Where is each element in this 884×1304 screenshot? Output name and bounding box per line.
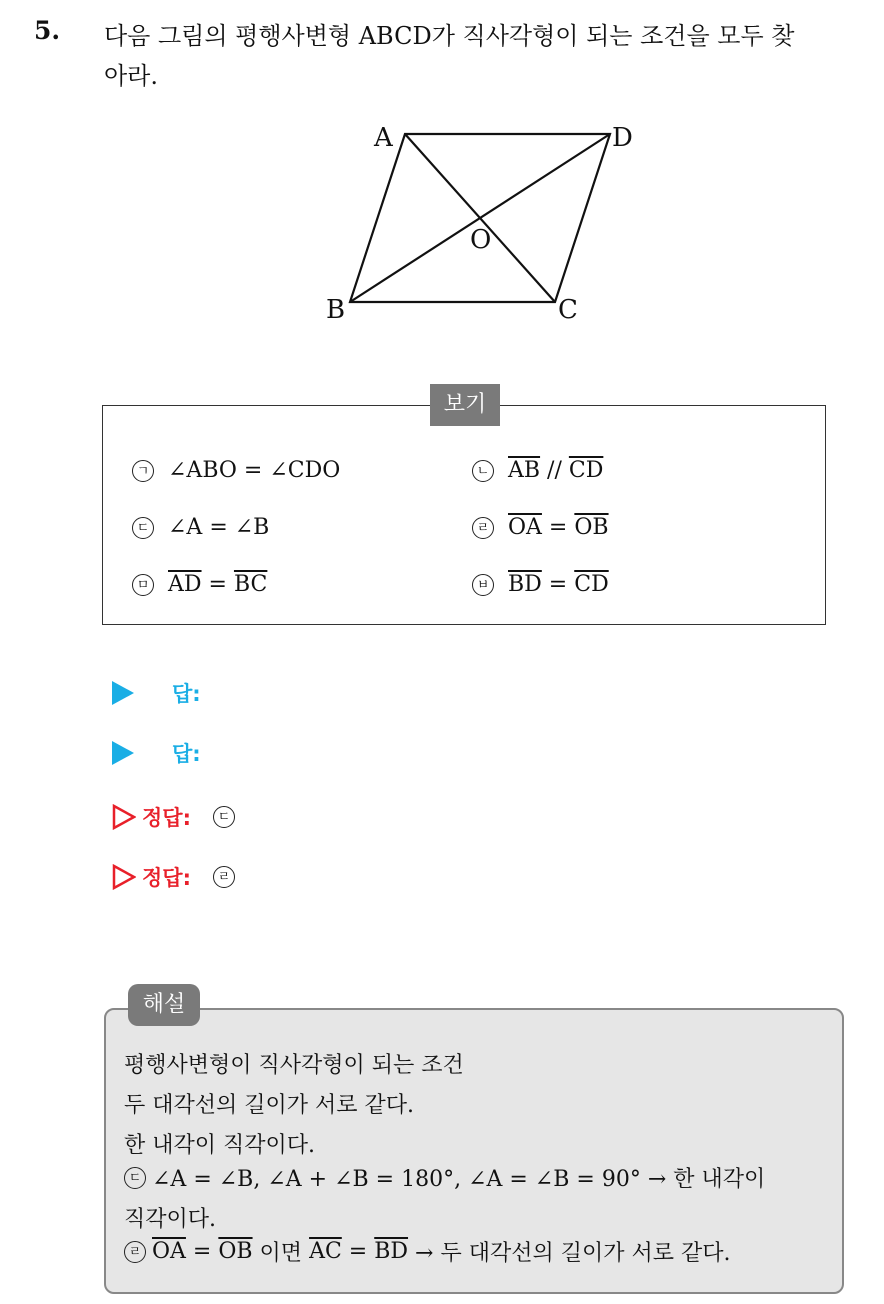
bogi-item-4 <box>472 515 609 540</box>
vertex-label-c: C <box>558 295 578 325</box>
segment-bc: $\overline{BC}$ <box>233 572 268 597</box>
bogi-item-2 <box>472 458 603 483</box>
segment-oa: $\overline{OA}$ <box>152 1239 186 1264</box>
bogi-item-1 <box>132 458 340 483</box>
correct-arrow-icon <box>112 864 136 890</box>
segment-bd: $\overline{BD}$ <box>508 572 542 597</box>
segment-ob: $\overline{OB}$ <box>574 515 609 540</box>
explanation-line-2: 두 대각선의 길이가 서로 같다. <box>124 1093 414 1118</box>
explanation-text: → 두 대각선의 길이가 서로 같다. <box>408 1241 731 1266</box>
operator: = <box>541 572 575 597</box>
answer-label: 답: <box>172 742 201 766</box>
question-text-line-1: 다음 그림의 평행사변형 ABCD가 직사각형이 되는 조건을 모두 찾 <box>104 22 795 50</box>
circled-mark: ㄹ <box>124 1241 146 1263</box>
explanation-line-4 <box>124 1162 765 1193</box>
operator: = <box>341 1239 375 1264</box>
explanation-text: ∠A = ∠B, ∠A + ∠B = 180°, ∠A = ∠B = 90° → 한 내각이 <box>152 1167 766 1192</box>
question-text-line-2: 아라. <box>104 62 158 90</box>
vertex-label-b: B <box>326 295 346 325</box>
vertex-label-o: O <box>470 225 492 255</box>
answer-arrow-icon <box>112 741 134 765</box>
explanation-text: 이면 <box>252 1241 310 1266</box>
circled-mark: ㄴ <box>472 460 494 482</box>
operator: = <box>185 1239 219 1264</box>
segment-bd: $\overline{BD}$ <box>374 1239 409 1264</box>
explanation-line-6 <box>124 1236 730 1267</box>
correct-label: 정답: <box>142 866 191 890</box>
circled-mark: ㅁ <box>132 574 154 596</box>
bogi-item-3 <box>132 515 269 540</box>
parallelogram-figure <box>300 100 660 350</box>
question-number: 5. <box>34 16 61 45</box>
correct-label: 정답: <box>142 806 191 830</box>
answer-row-2 <box>112 738 201 768</box>
segment-oa: $\overline{OA}$ <box>508 515 542 540</box>
segment-ob: $\overline{OB}$ <box>218 1239 253 1264</box>
bogi-item-text: ∠ABO = ∠CDO <box>168 458 341 483</box>
explanation-title: 해설 <box>128 984 200 1026</box>
operator: = <box>541 515 575 540</box>
explanation-line-3: 한 내각이 직각이다. <box>124 1133 315 1158</box>
answer-row-1 <box>112 678 201 708</box>
correct-arrow-icon <box>112 804 136 830</box>
circled-mark: ㄹ <box>213 866 235 888</box>
bogi-item-6 <box>472 572 609 597</box>
segment-ad: $\overline{AD}$ <box>168 572 202 597</box>
explanation-line-1: 평행사변형이 직사각형이 되는 조건 <box>124 1053 464 1078</box>
circled-mark: ㅂ <box>472 574 494 596</box>
vertex-label-a: A <box>374 123 393 153</box>
vertex-label-d: D <box>612 123 633 153</box>
bogi-title: 보기 <box>430 384 500 426</box>
operator: = <box>201 572 234 597</box>
operator: // <box>540 458 569 483</box>
circled-mark: ㄱ <box>132 460 154 482</box>
correct-row-2 <box>112 862 249 892</box>
bogi-item-5 <box>132 572 267 597</box>
circled-mark: ㄷ <box>213 806 235 828</box>
circled-mark: ㄷ <box>132 517 154 539</box>
diagonal-bd <box>350 134 610 302</box>
explanation-line-5: 직각이다. <box>124 1207 217 1232</box>
bogi-item-text: ∠A = ∠B <box>168 515 270 540</box>
segment-ab: $\overline{AB}$ <box>508 458 541 483</box>
segment-cd: $\overline{CD}$ <box>574 572 609 597</box>
circled-mark: ㄹ <box>472 517 494 539</box>
correct-row-1 <box>112 802 249 832</box>
segment-ac: $\overline{AC}$ <box>309 1239 342 1264</box>
answer-arrow-icon <box>112 681 134 705</box>
answer-label: 답: <box>172 682 201 706</box>
circled-mark: ㄷ <box>124 1167 146 1189</box>
segment-cd: $\overline{CD}$ <box>568 458 604 483</box>
